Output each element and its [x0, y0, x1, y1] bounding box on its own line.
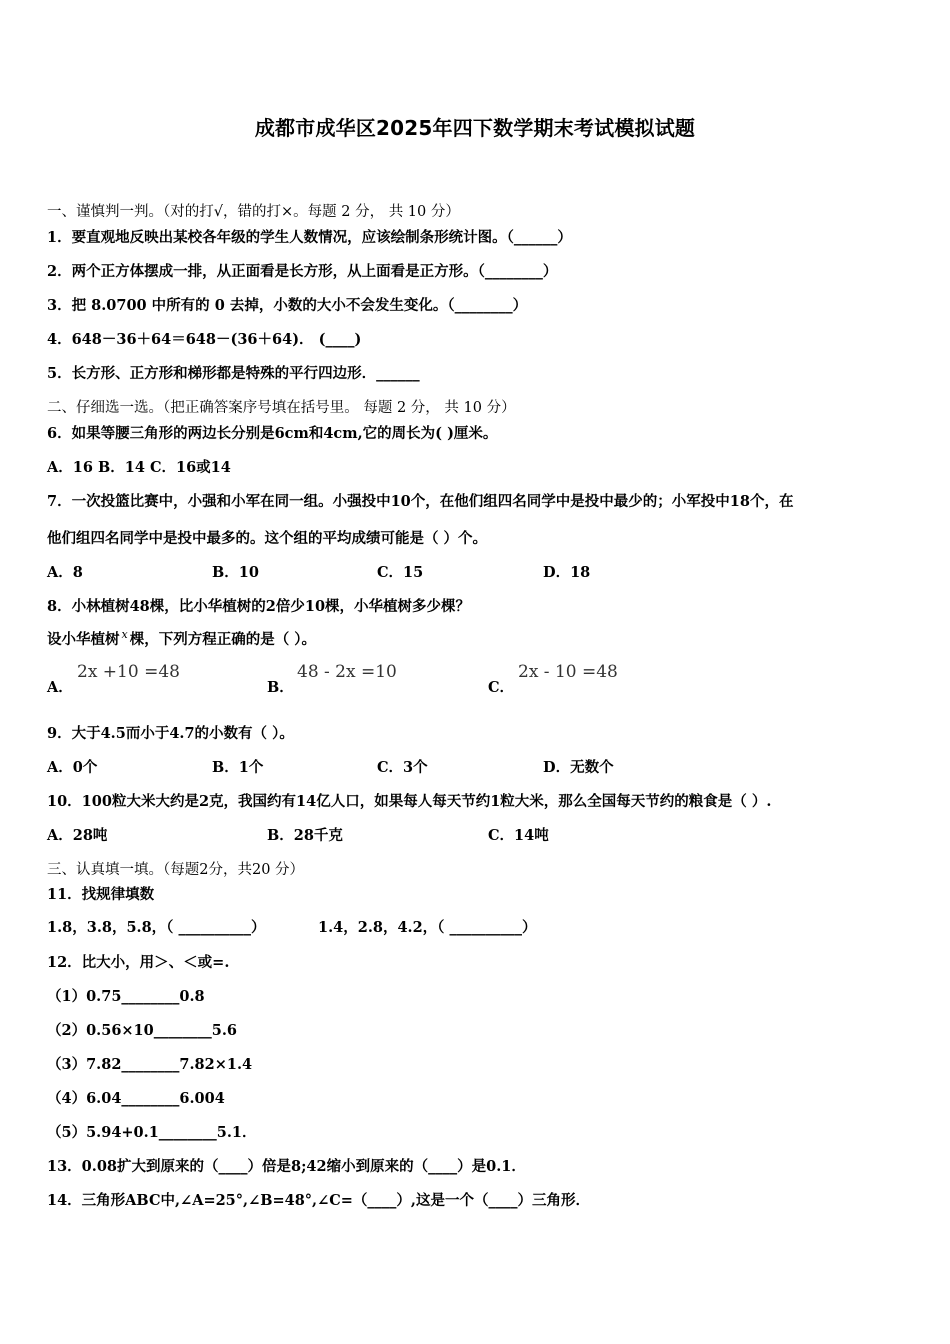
- question-9-option-c: C．3个: [377, 759, 428, 776]
- question-12-part-4: （4）6.04________6.004: [47, 1090, 225, 1107]
- question-8-variable: x: [121, 628, 128, 641]
- question-12-part-5: （5）5.94+0.1________5.1．: [47, 1124, 257, 1141]
- question-14: 14．三角形ABC中,∠A=25°,∠B=48°,∠C=（____）,这是一个（____）三角形．: [47, 1192, 590, 1209]
- question-7-option-a: A．8: [47, 564, 83, 581]
- question-6-options: A．16 B．14 C．16或14: [47, 459, 231, 476]
- section-3-header: 三、认真填一填。（每题2分，共20 分）: [47, 862, 305, 878]
- question-9-option-a: A．0个: [47, 759, 98, 776]
- question-8-line-2: [47, 630, 316, 651]
- question-8-option-b-formula: 48 - 2x =10: [297, 662, 397, 682]
- question-6: 6．如果等腰三角形的两边长分别是6cm和4cm,它的周长为( )厘米。: [47, 425, 498, 442]
- question-8-line-2-suffix: 棵，下列方程正确的是（ ）。: [129, 631, 317, 648]
- question-11-sequence-2: 1.4，2.8，4.2，（ __________）: [318, 919, 537, 936]
- question-12: 12．比大小，用＞、＜或=.: [47, 954, 230, 971]
- page-title: 成都市成华区2025年四下数学期末考试模拟试题: [254, 116, 696, 140]
- section-1-header: 一、谨慎判一判。（对的打√，错的打×。每题 2 分， 共 10 分）: [47, 204, 460, 220]
- question-13: 13．0.08扩大到原来的（____）倍是8;42缩小到原来的（____）是0.1．: [47, 1158, 526, 1175]
- question-8-option-a-formula: 2x +10 =48: [77, 662, 180, 682]
- question-8-option-c-formula: 2x - 10 =48: [518, 662, 618, 682]
- question-7-option-d: D．18: [543, 564, 591, 581]
- question-8-option-c-label: C．: [488, 679, 515, 696]
- question-8-line-2-prefix: 设小华植树: [47, 631, 120, 648]
- question-5: 5．长方形、正方形和梯形都是特殊的平行四边形．______: [47, 365, 420, 382]
- question-10: 10．100粒大米大约是2克，我国约有14亿人口，如果每人每天节约1粒大米，那么全国每天节约的粮食是（ ）.: [47, 793, 772, 810]
- question-7-option-b: B．10: [212, 564, 259, 581]
- question-10-option-b: B．28千克: [267, 827, 343, 844]
- question-8-line-1: 8．小林植树48棵，比小华植树的2倍少10棵，小华植树多少棵？: [47, 598, 471, 615]
- question-10-option-c: C．14吨: [488, 827, 549, 844]
- question-9: 9．大于4.5而小于4.7的小数有（ ）。: [47, 725, 294, 742]
- question-7-line-1: 7．一次投篮比赛中，小强和小军在同一组。小强投中10个，在他们组四名同学中是投中最少的；小军投中18个，在: [47, 493, 794, 510]
- question-7-option-c: C．15: [377, 564, 424, 581]
- question-12-part-2: （2）0.56×10________5.6: [47, 1022, 237, 1039]
- question-9-option-b: B．1个: [212, 759, 264, 776]
- question-9-option-d: D．无数个: [543, 759, 614, 776]
- question-12-part-3: （3）7.82________7.82×1.4: [47, 1056, 253, 1073]
- question-1: 1．要直观地反映出某校各年级的学生人数情况，应该绘制条形统计图。（______）: [47, 229, 572, 246]
- question-11-sequence-1: 1.8，3.8，5.8，（ __________）: [47, 919, 266, 936]
- question-3: 3．把 8.0700 中所有的 0 去掉，小数的大小不会发生变化。（________）: [47, 297, 528, 314]
- question-12-part-1: （1）0.75________0.8: [47, 988, 205, 1005]
- question-4: 4．648－36＋64＝648－(36＋64)． (____): [47, 331, 362, 348]
- question-10-option-a: A．28吨: [47, 827, 108, 844]
- question-11: 11．找规律填数: [47, 886, 155, 903]
- question-8-option-a-label: A．: [47, 679, 73, 696]
- question-7-line-2: 他们组四名同学中是投中最多的。这个组的平均成绩可能是（ ）个。: [47, 530, 488, 547]
- question-2: 2．两个正方体摆成一排，从正面看是长方形，从上面看是正方形。（________）: [47, 263, 558, 280]
- question-8-option-b-label: B．: [267, 679, 294, 696]
- section-2-header: 二、仔细选一选。（把正确答案序号填在括号里。 每题 2 分， 共 10 分）: [47, 400, 516, 416]
